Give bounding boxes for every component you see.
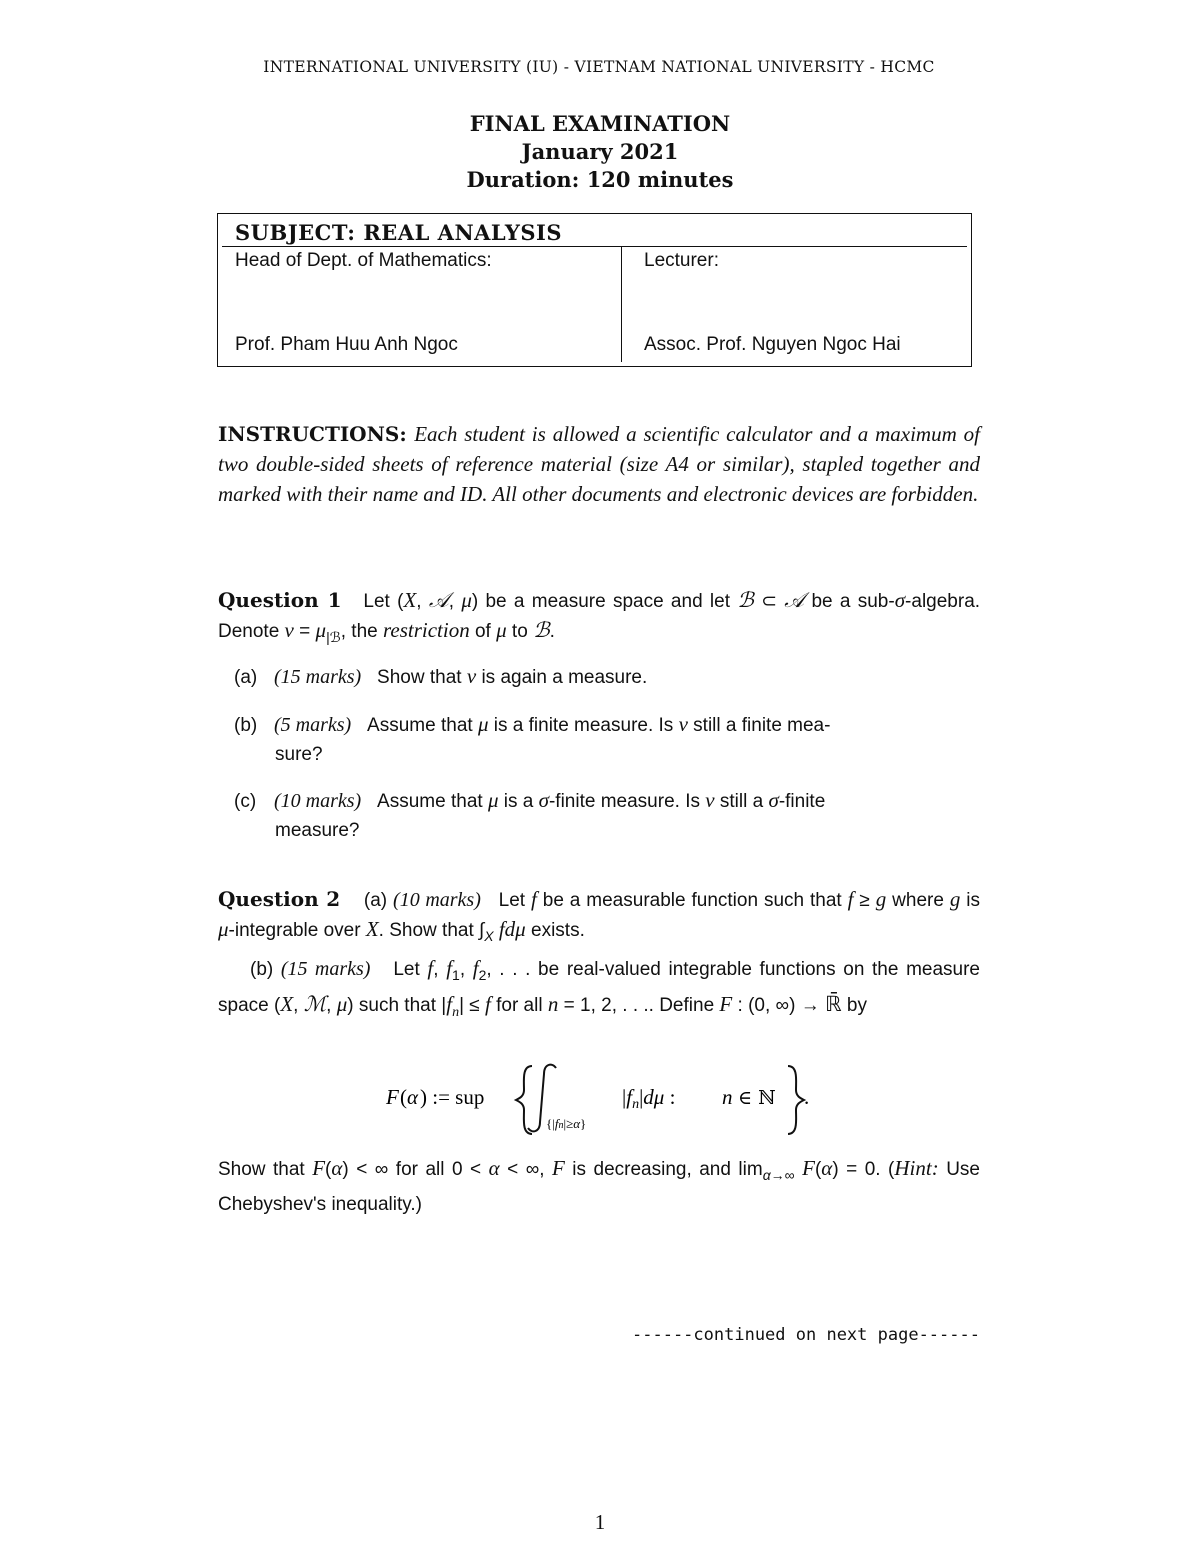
svg-text:α: α xyxy=(407,1085,419,1109)
svg-text:) := sup: ) := sup xyxy=(420,1085,485,1109)
formula-f-alpha xyxy=(384,1060,824,1140)
marks: (5 marks) xyxy=(274,714,352,736)
question-1-stem: Question 1 Let (X, 𝒜, μ) be a measure space and let ℬ ⊂ 𝒜 be a sub-σ-algebra. Denote $\nu = \mu_{|ℬ}$, the restriction of μ to ℬ. xyxy=(218,588,981,645)
item-label: (b) xyxy=(250,959,274,980)
continued-note: ------continued on next page------ xyxy=(632,1325,980,1345)
exam-title: FINAL EXAMINATION xyxy=(469,111,731,136)
svg-text:∈ ℕ: ∈ ℕ xyxy=(738,1087,776,1109)
lecturer-name: Assoc. Prof. Nguyen Ngoc Hai xyxy=(644,334,901,355)
marks: (10 marks) xyxy=(274,790,362,812)
subject-title: SUBJECT: REAL ANALYSIS xyxy=(235,220,563,245)
exam-date: January 2021 xyxy=(521,139,679,164)
hint-text: Use Chebyshev's inequality. xyxy=(218,1159,980,1215)
university-header: INTERNATIONAL UNIVERSITY (IU) - VIETNAM NATIONAL UNIVERSITY - HCMC xyxy=(263,58,935,76)
exam-duration: Duration: 120 minutes xyxy=(466,167,734,192)
instructions-label: INSTRUCTIONS: xyxy=(218,422,407,446)
item-label: (a) xyxy=(234,667,258,688)
hint-label: Hint: xyxy=(894,1156,939,1180)
question-1-label: Question 1 xyxy=(218,588,342,612)
svg-text:{|fn|≥α}: {|fn|≥α} xyxy=(546,1116,587,1131)
question-1a: (a) (15 marks) Show that ν is again a measure. xyxy=(234,662,980,692)
exam-title-block xyxy=(0,110,1200,194)
item-label: (a) xyxy=(363,890,388,911)
question-2-label: Question 2 xyxy=(218,887,341,911)
question-2a: Question 2 (a) (10 marks) Let f be a measurable function such that f ≥ g where g is μ-integrable over X. Show that $\int_X$ fdμ exists. xyxy=(218,887,980,944)
page-number: 1 xyxy=(594,1510,606,1534)
svg-text:.: . xyxy=(804,1085,810,1109)
marks: (15 marks) xyxy=(274,666,362,688)
question-1b: (b) (5 marks) Assume that μ is a finite measure. Is ν still a finite mea- sure? xyxy=(234,712,831,765)
lecturer-label: Lecturer: xyxy=(644,250,719,271)
question-2b: (b) (15 marks) Let f, $f_1$, $f_2$, . . . be real-valued integrable functions on the measure space (X, ℳ, μ) such that $|f_n| \le f$ for all n = 1, 2, . . .. Define F : (0, ∞) → ℝ̄ by xyxy=(218,956,980,1020)
formula-svg xyxy=(384,1060,824,1140)
item-label: (b) xyxy=(234,715,258,736)
svg-text:F: F xyxy=(386,1085,399,1109)
instructions xyxy=(218,420,980,510)
subject-box xyxy=(217,213,972,367)
divider xyxy=(222,246,967,247)
divider xyxy=(621,247,622,362)
item-label: (c) xyxy=(234,791,257,812)
head-name: Prof. Pham Huu Anh Ngoc xyxy=(235,334,458,355)
head-label: Head of Dept. of Mathematics: xyxy=(235,250,492,271)
instructions-text: Each student is allowed a scientific calculator and a maximum of two double-sided sheets of reference material (size A4 or similar), stapled together and marked with their name and ID. All other documents and electronic devices are forbidden. xyxy=(218,422,980,506)
marks: (15 marks) xyxy=(280,958,371,980)
question-1c: (c) (10 marks) Assume that μ is a σ-finite measure. Is ν still a σ-finite measure? xyxy=(234,788,826,841)
marks: (10 marks) xyxy=(393,889,481,911)
svg-text:(: ( xyxy=(400,1085,407,1109)
question-2b-conclusion: Show that F(α) < ∞ for all 0 < α < ∞, F is decreasing, and $\lim_{\alpha\to\infty} F(\alpha) = 0$. (Hint: Use Chebyshev's inequality.) xyxy=(218,1156,980,1215)
svg-text:|fn|dμ :: |fn|dμ : xyxy=(622,1085,676,1112)
svg-text:n: n xyxy=(722,1085,733,1109)
